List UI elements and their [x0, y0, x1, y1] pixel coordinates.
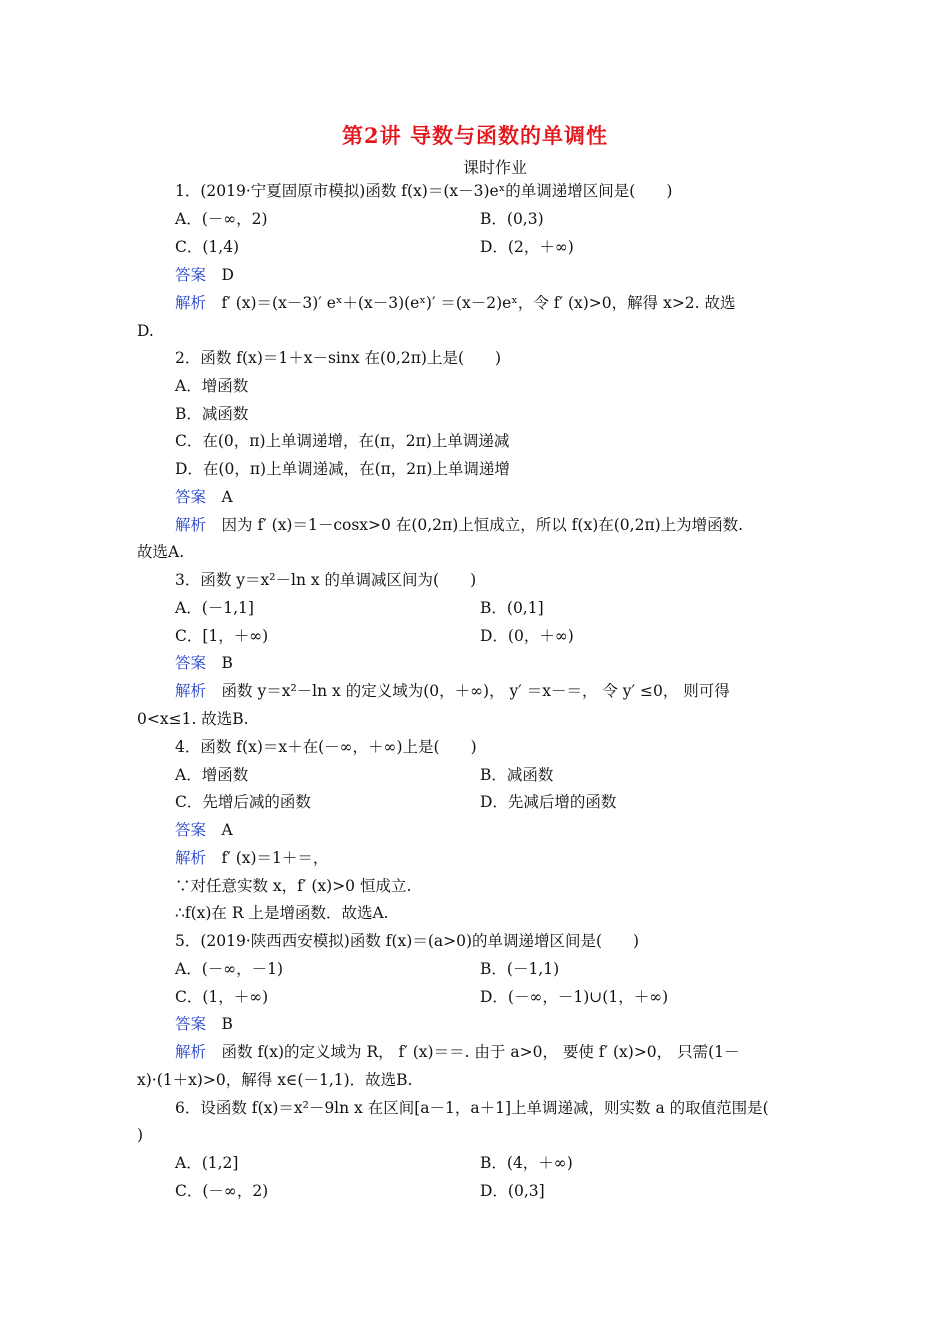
q6-option-c: C．(－∞，2): [175, 1182, 269, 1200]
q2-option-c: C．在(0，π)上单调递增，在(π，2π)上单调递减: [175, 432, 510, 450]
q1-answer: [175, 265, 234, 285]
q4-analysis-text: f′ (x)＝1＋＝，: [221, 849, 329, 867]
q5-analysis-text: 函数 f(x)的定义域为 R， f′ (x)＝＝. 由于 a>0， 要使 f′ (x)>0， 只需(1－: [221, 1043, 740, 1061]
q4-answer-value: A: [221, 821, 233, 839]
q1-analysis: [175, 293, 736, 313]
q3-analysis-cont: 0<x≤1. 故选B.: [137, 710, 249, 728]
page-title: 第2讲 导数与函数的单调性: [342, 123, 608, 148]
q5-answer-value: B: [221, 1015, 233, 1033]
q2-analysis: [175, 515, 743, 535]
q2-answer: [175, 487, 233, 507]
q2-answer-value: A: [221, 488, 233, 506]
q5-option-c: C．(1，＋∞): [175, 988, 269, 1006]
q3-analysis-text: 函数 y＝x²－ln x 的定义域为(0，＋∞)， y′ ＝x－＝， 令 y′ ≤0， 则可得: [221, 682, 730, 700]
q2-option-a: A．增函数: [175, 377, 249, 395]
q4-option-b: B．减函数: [480, 766, 554, 784]
q5-analysis: [175, 1042, 740, 1062]
question-3-stem: 3．函数 y＝x²－ln x 的单调减区间为( ): [175, 571, 477, 589]
question-6-stem-cont: ): [137, 1126, 144, 1144]
q2-analysis-cont: 故选A.: [137, 543, 185, 561]
q5-option-d: D．(－∞，－1)∪(1，＋∞): [480, 988, 669, 1006]
q4-analysis-line-3: ∴f(x)在 R 上是增函数．故选A.: [175, 904, 389, 922]
q1-analysis-cont: D.: [137, 322, 154, 340]
q2-option-d: D．在(0，π)上单调递减，在(π，2π)上单调递增: [175, 460, 510, 478]
q2-option-b: B．减函数: [175, 405, 249, 423]
q3-option-a: A．(－1,1]: [175, 599, 254, 617]
q6-option-a: A．(1,2]: [175, 1154, 239, 1172]
q4-answer: [175, 820, 233, 840]
q3-option-c: C．[1，＋∞): [175, 627, 269, 645]
q1-option-d: D．(2，＋∞): [480, 238, 574, 256]
q1-answer-value: D: [221, 266, 234, 284]
q5-answer: [175, 1014, 233, 1034]
answer-label: 答案: [175, 266, 207, 284]
answer-label: 答案: [175, 488, 207, 506]
q6-option-d: D．(0,3]: [480, 1182, 545, 1200]
q6-option-b: B．(4，＋∞): [480, 1154, 573, 1172]
q4-option-a: A．增函数: [175, 766, 249, 784]
q4-analysis-line-2: ∵对任意实数 x，f′ (x)>0 恒成立.: [175, 877, 412, 895]
analysis-label: 解析: [175, 294, 207, 312]
q5-option-a: A．(－∞，－1): [175, 960, 284, 978]
q3-answer: [175, 653, 233, 673]
question-2-stem: 2．函数 f(x)＝1＋x－sinx 在(0,2π)上是( ): [175, 349, 502, 367]
q4-option-d: D．先减后增的函数: [480, 793, 617, 811]
question-5-stem: 5．(2019·陕西西安模拟)函数 f(x)＝(a>0)的单调递增区间是( ): [175, 932, 640, 950]
analysis-label: 解析: [175, 516, 207, 534]
q2-analysis-text: 因为 f′ (x)＝1－cosx>0 在(0,2π)上恒成立，所以 f(x)在(0,2π)上为增函数.: [221, 516, 744, 534]
analysis-label: 解析: [175, 849, 207, 867]
question-4-stem: 4．函数 f(x)＝x＋在(－∞，＋∞)上是( ): [175, 738, 477, 756]
answer-label: 答案: [175, 1015, 207, 1033]
q1-option-b: B．(0,3): [480, 210, 544, 228]
q3-option-d: D．(0，＋∞): [480, 627, 574, 645]
question-6-stem: 6．设函数 f(x)＝x²－9ln x 在区间[a－1，a＋1]上单调递减，则实数 a 的取值范围是(: [175, 1099, 769, 1117]
answer-label: 答案: [175, 654, 207, 672]
page-subtitle: 课时作业: [462, 158, 527, 177]
q5-analysis-cont: x)·(1＋x)>0，解得 x∈(－1,1)．故选B.: [137, 1071, 413, 1089]
question-1-stem: 1．(2019·宁夏固原市模拟)函数 f(x)＝(x－3)eˣ的单调递增区间是( ): [175, 182, 673, 200]
q4-analysis: [175, 848, 328, 868]
answer-label: 答案: [175, 821, 207, 839]
q3-analysis: [175, 681, 730, 701]
q4-option-c: C．先增后减的函数: [175, 793, 311, 811]
q3-option-b: B．(0,1]: [480, 599, 544, 617]
analysis-label: 解析: [175, 682, 207, 700]
analysis-label: 解析: [175, 1043, 207, 1061]
q5-option-b: B．(－1,1): [480, 960, 560, 978]
q1-analysis-text: f′ (x)＝(x－3)′ eˣ＋(x－3)(eˣ)′ ＝(x－2)eˣ，令 f′ (x)>0，解得 x>2. 故选: [221, 294, 736, 312]
q1-option-c: C．(1,4): [175, 238, 240, 256]
q1-option-a: A．(－∞，2): [175, 210, 268, 228]
q3-answer-value: B: [221, 654, 233, 672]
